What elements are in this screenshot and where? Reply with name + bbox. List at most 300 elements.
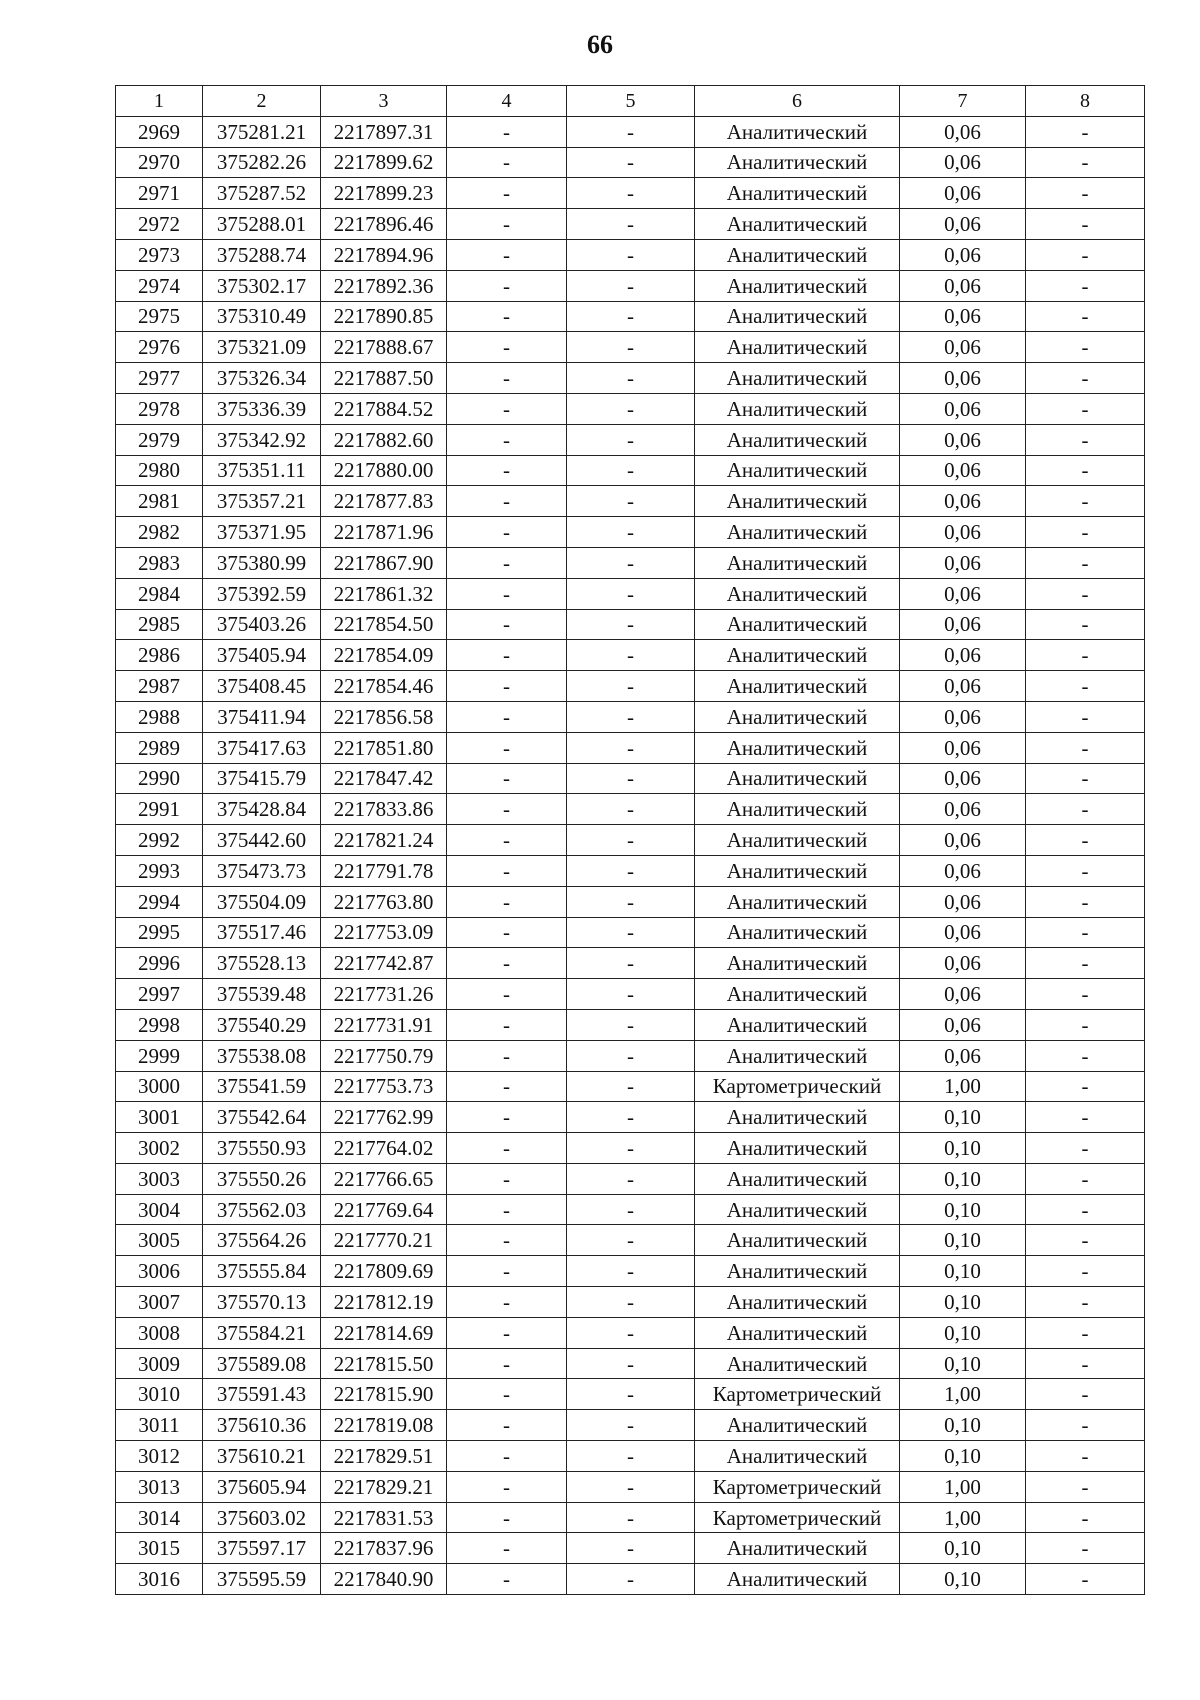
table-cell: 0,06 [900,517,1026,548]
table-cell: - [447,301,567,332]
table-row [116,671,1145,702]
table-row [116,1071,1145,1102]
table-cell: - [1026,270,1145,301]
table-cell: 0,06 [900,363,1026,394]
table-row [116,1287,1145,1318]
table-row [116,917,1145,948]
table-cell: - [567,609,695,640]
table-cell: - [567,917,695,948]
table-cell: Аналитический [695,1009,900,1040]
table-cell: 3003 [116,1163,203,1194]
table-cell: 0,06 [900,1040,1026,1071]
table-row [116,979,1145,1010]
table-cell: 0,06 [900,486,1026,517]
table-row [116,363,1145,394]
table-cell: 2998 [116,1009,203,1040]
table-cell: 2971 [116,178,203,209]
table-cell: Аналитический [695,239,900,270]
table-cell: - [567,1133,695,1164]
table-cell: Картометрический [695,1071,900,1102]
table-row [116,886,1145,917]
table-cell: Аналитический [695,825,900,856]
table-cell: 375610.21 [203,1441,321,1472]
table-cell: 0,10 [900,1410,1026,1441]
table-cell: 2217896.46 [321,209,447,240]
table-cell: 0,06 [900,855,1026,886]
table-row [116,517,1145,548]
table-cell: 2217766.65 [321,1163,447,1194]
table-cell: 3001 [116,1102,203,1133]
table-cell: 0,06 [900,239,1026,270]
table-cell: - [1026,239,1145,270]
table-row [116,1441,1145,1472]
table-cell: 2969 [116,116,203,147]
table-cell: 0,06 [900,609,1026,640]
table-cell: 375550.26 [203,1163,321,1194]
table-cell: - [1026,1163,1145,1194]
table-cell: - [1026,917,1145,948]
table-cell: - [447,886,567,917]
table-cell: - [567,332,695,363]
table-cell: - [567,1533,695,1564]
table-row [116,855,1145,886]
table-cell: 0,10 [900,1133,1026,1164]
table-cell: 0,10 [900,1256,1026,1287]
table-cell: 0,10 [900,1441,1026,1472]
table-cell: 1,00 [900,1502,1026,1533]
table-cell: - [567,1317,695,1348]
table-cell: 2217854.09 [321,640,447,671]
table-cell: 375538.08 [203,1040,321,1071]
table-cell: 2217750.79 [321,1040,447,1071]
table-cell: - [567,1256,695,1287]
table-cell: 0,06 [900,979,1026,1010]
table-cell: - [447,948,567,979]
table-cell: Аналитический [695,671,900,702]
table-cell: - [447,1102,567,1133]
table-cell: - [447,701,567,732]
table-cell: - [447,1009,567,1040]
table-cell: Аналитический [695,578,900,609]
table-cell: - [567,701,695,732]
table-cell: 0,06 [900,732,1026,763]
table-cell: - [567,948,695,979]
table-cell: 3009 [116,1348,203,1379]
table-cell: 2217764.02 [321,1133,447,1164]
table-cell: 2217840.90 [321,1564,447,1595]
table-cell: - [567,1471,695,1502]
table-cell: 2217809.69 [321,1256,447,1287]
table-cell: - [567,1287,695,1318]
table-cell: 375408.45 [203,671,321,702]
table-cell: 3015 [116,1533,203,1564]
table-cell: 0,10 [900,1225,1026,1256]
table-cell: 2217854.46 [321,671,447,702]
table-cell: - [447,979,567,1010]
table-cell: - [447,547,567,578]
table-cell: 2217731.91 [321,1009,447,1040]
table-cell: - [447,517,567,548]
table-cell: 2985 [116,609,203,640]
table-cell: - [567,640,695,671]
table-cell: - [567,794,695,825]
table-cell: - [567,979,695,1010]
table-cell: 375605.94 [203,1471,321,1502]
table-cell: 2993 [116,855,203,886]
table-cell: - [567,671,695,702]
table-cell: 3011 [116,1410,203,1441]
table-cell: Аналитический [695,640,900,671]
table-cell: 1,00 [900,1379,1026,1410]
table-cell: 2217894.96 [321,239,447,270]
table-cell: - [567,855,695,886]
table-row [116,332,1145,363]
table-cell: 375555.84 [203,1256,321,1287]
table-cell: 2217837.96 [321,1533,447,1564]
table-cell: 375542.64 [203,1102,321,1133]
table-cell: 2995 [116,917,203,948]
table-cell: - [1026,209,1145,240]
table-cell: - [1026,609,1145,640]
table-cell: 375528.13 [203,948,321,979]
table-cell: 2217742.87 [321,948,447,979]
table-row [116,270,1145,301]
table-cell: - [1026,855,1145,886]
table-cell: 375597.17 [203,1533,321,1564]
table-cell: 375342.92 [203,424,321,455]
table-cell: 375321.09 [203,332,321,363]
table-cell: - [447,1441,567,1472]
table-cell: - [447,1287,567,1318]
table-row [116,116,1145,147]
table-cell: 2217890.85 [321,301,447,332]
table-cell: 375442.60 [203,825,321,856]
table-row [116,147,1145,178]
table-cell: 2217762.99 [321,1102,447,1133]
table-cell: 375281.21 [203,116,321,147]
table-cell: 2217770.21 [321,1225,447,1256]
table-cell: Аналитический [695,1348,900,1379]
table-body [116,116,1145,1594]
table-cell: 2976 [116,332,203,363]
table-cell: - [567,178,695,209]
table-cell: - [447,917,567,948]
table-row [116,1564,1145,1595]
table-cell: 0,10 [900,1287,1026,1318]
table-cell: 3007 [116,1287,203,1318]
table-cell: - [1026,1256,1145,1287]
table-cell: 375282.26 [203,147,321,178]
table-cell: 375504.09 [203,886,321,917]
table-cell: 375539.48 [203,979,321,1010]
table-cell: 0,06 [900,701,1026,732]
column-header: 4 [447,86,567,117]
table-cell: - [447,332,567,363]
table-cell: 2978 [116,393,203,424]
table-row [116,794,1145,825]
table-cell: - [447,640,567,671]
table-cell: 0,06 [900,763,1026,794]
table-cell: Картометрический [695,1502,900,1533]
table-cell: 2217753.09 [321,917,447,948]
table-cell: Аналитический [695,547,900,578]
table-row [116,1133,1145,1164]
table-cell: - [567,363,695,394]
table-cell: - [567,209,695,240]
table-cell: Аналитический [695,979,900,1010]
table-cell: - [567,1163,695,1194]
table-cell: - [1026,1071,1145,1102]
table-cell: 0,06 [900,393,1026,424]
table-cell: Аналитический [695,1287,900,1318]
table-cell: 375540.29 [203,1009,321,1040]
table-cell: Аналитический [695,363,900,394]
table-cell: Аналитический [695,1564,900,1595]
table-cell: - [447,825,567,856]
table-row [116,547,1145,578]
table-cell: 375550.93 [203,1133,321,1164]
table-cell: Аналитический [695,116,900,147]
table-cell: - [447,1163,567,1194]
table-cell: 0,10 [900,1102,1026,1133]
table-cell: 3002 [116,1133,203,1164]
table-cell: - [1026,486,1145,517]
table-cell: 0,06 [900,917,1026,948]
table-cell: - [1026,1194,1145,1225]
table-cell: Аналитический [695,701,900,732]
table-cell: 2992 [116,825,203,856]
table-cell: 2994 [116,886,203,917]
table-cell: Аналитический [695,763,900,794]
table-row [116,1256,1145,1287]
table-cell: Аналитический [695,886,900,917]
table-cell: 2980 [116,455,203,486]
table-cell: 2217847.42 [321,763,447,794]
table-cell: 375428.84 [203,794,321,825]
table-cell: 2217854.50 [321,609,447,640]
table-cell: - [1026,578,1145,609]
table-cell: Аналитический [695,948,900,979]
table-cell: Аналитический [695,1410,900,1441]
table-cell: - [1026,1287,1145,1318]
table-cell: 3008 [116,1317,203,1348]
table-row [116,486,1145,517]
table-cell: 3012 [116,1441,203,1472]
table-cell: - [447,455,567,486]
table-row [116,640,1145,671]
table-cell: - [567,486,695,517]
table-cell: 2984 [116,578,203,609]
table-row [116,763,1145,794]
table-cell: - [567,116,695,147]
table-cell: 0,10 [900,1317,1026,1348]
table-row [116,301,1145,332]
table-row [116,393,1145,424]
column-header: 1 [116,86,203,117]
table-cell: - [1026,886,1145,917]
table-row [116,1163,1145,1194]
table-cell: 2217829.51 [321,1441,447,1472]
table-cell: - [447,424,567,455]
table-cell: - [447,1564,567,1595]
table-cell: 2217819.08 [321,1410,447,1441]
table-cell: - [447,671,567,702]
table-cell: Аналитический [695,855,900,886]
column-header: 3 [321,86,447,117]
table-cell: 375302.17 [203,270,321,301]
table-row [116,1225,1145,1256]
table-cell: 0,06 [900,455,1026,486]
table-cell: 2217731.26 [321,979,447,1010]
table-cell: 375570.13 [203,1287,321,1318]
table-cell: Аналитический [695,332,900,363]
table-cell: 375603.02 [203,1502,321,1533]
table-row [116,732,1145,763]
table-cell: - [567,1441,695,1472]
table-cell: - [447,1471,567,1502]
table-cell: - [567,732,695,763]
table-cell: Аналитический [695,609,900,640]
table-cell: 2217897.31 [321,116,447,147]
table-cell: 2990 [116,763,203,794]
table-cell: 2217829.21 [321,1471,447,1502]
table-cell: - [567,393,695,424]
table-cell: - [447,1410,567,1441]
table-cell: - [1026,363,1145,394]
column-header: 8 [1026,86,1145,117]
table-cell: 0,06 [900,301,1026,332]
table-cell: 375351.11 [203,455,321,486]
table-cell: - [447,794,567,825]
table-cell: - [1026,116,1145,147]
table-cell: 2991 [116,794,203,825]
table-cell: - [447,393,567,424]
table-cell: 0,06 [900,671,1026,702]
table-cell: 2217888.67 [321,332,447,363]
table-cell: - [1026,794,1145,825]
table-cell: 2974 [116,270,203,301]
table-cell: - [567,1348,695,1379]
table-cell: - [447,270,567,301]
table-cell: - [447,1256,567,1287]
table-cell: 3013 [116,1471,203,1502]
table-cell: Аналитический [695,1194,900,1225]
table-cell: 1,00 [900,1471,1026,1502]
table-cell: - [1026,701,1145,732]
table-row [116,1410,1145,1441]
table-cell: 2970 [116,147,203,178]
table-cell: 2217753.73 [321,1071,447,1102]
table-cell: Аналитический [695,1256,900,1287]
table-row [116,1009,1145,1040]
table-cell: 1,00 [900,1071,1026,1102]
column-header: 2 [203,86,321,117]
table-cell: 2996 [116,948,203,979]
table-cell: - [567,578,695,609]
table-cell: - [1026,979,1145,1010]
table-cell: Аналитический [695,1533,900,1564]
table-cell: 2217871.96 [321,517,447,548]
table-cell: 2217877.83 [321,486,447,517]
table-row [116,455,1145,486]
table-cell: 0,10 [900,1348,1026,1379]
table-cell: - [1026,1471,1145,1502]
table-cell: 2217887.50 [321,363,447,394]
table-cell: 2975 [116,301,203,332]
table-cell: - [447,1225,567,1256]
table-cell: 2999 [116,1040,203,1071]
table-cell: 0,06 [900,886,1026,917]
table-cell: - [1026,424,1145,455]
table-cell: 2217763.80 [321,886,447,917]
table-cell: 375610.36 [203,1410,321,1441]
table-cell: 2217769.64 [321,1194,447,1225]
table-cell: 2989 [116,732,203,763]
table-cell: - [567,270,695,301]
table-cell: - [567,763,695,794]
table-cell: 375403.26 [203,609,321,640]
table-cell: 0,10 [900,1564,1026,1595]
table-cell: Аналитический [695,147,900,178]
table-cell: 2217815.90 [321,1379,447,1410]
table-cell: Аналитический [695,486,900,517]
table-cell: - [447,1379,567,1410]
table-cell: - [447,1348,567,1379]
table-cell: 2217880.00 [321,455,447,486]
table-cell: 2217851.80 [321,732,447,763]
table-cell: Аналитический [695,455,900,486]
table-cell: - [447,1133,567,1164]
table-cell: 0,06 [900,948,1026,979]
table-cell: 375564.26 [203,1225,321,1256]
table-cell: 0,06 [900,178,1026,209]
table-cell: 3006 [116,1256,203,1287]
table-cell: - [1026,1410,1145,1441]
table-cell: - [447,578,567,609]
table-cell: - [1026,1502,1145,1533]
table-cell: 2973 [116,239,203,270]
table-cell: - [447,486,567,517]
table-cell: - [1026,332,1145,363]
table-row [116,1194,1145,1225]
table-cell: 2217791.78 [321,855,447,886]
table-cell: Аналитический [695,209,900,240]
table-cell: Аналитический [695,1163,900,1194]
table-cell: 0,06 [900,1009,1026,1040]
table-cell: - [567,424,695,455]
table-cell: - [1026,178,1145,209]
table-cell: - [1026,393,1145,424]
table-cell: Аналитический [695,517,900,548]
table-cell: 375310.49 [203,301,321,332]
table-cell: - [567,1564,695,1595]
table-cell: Картометрический [695,1379,900,1410]
table-cell: 0,06 [900,640,1026,671]
table-cell: 3005 [116,1225,203,1256]
table-row [116,701,1145,732]
table-cell: 375288.01 [203,209,321,240]
table-cell: 375417.63 [203,732,321,763]
table-cell: - [447,1533,567,1564]
column-header: 7 [900,86,1026,117]
table-cell: - [567,1379,695,1410]
table-cell: - [447,1317,567,1348]
table-cell: Аналитический [695,301,900,332]
table-cell: 2997 [116,979,203,1010]
table-cell: 375357.21 [203,486,321,517]
table-row [116,424,1145,455]
table-cell: - [447,363,567,394]
